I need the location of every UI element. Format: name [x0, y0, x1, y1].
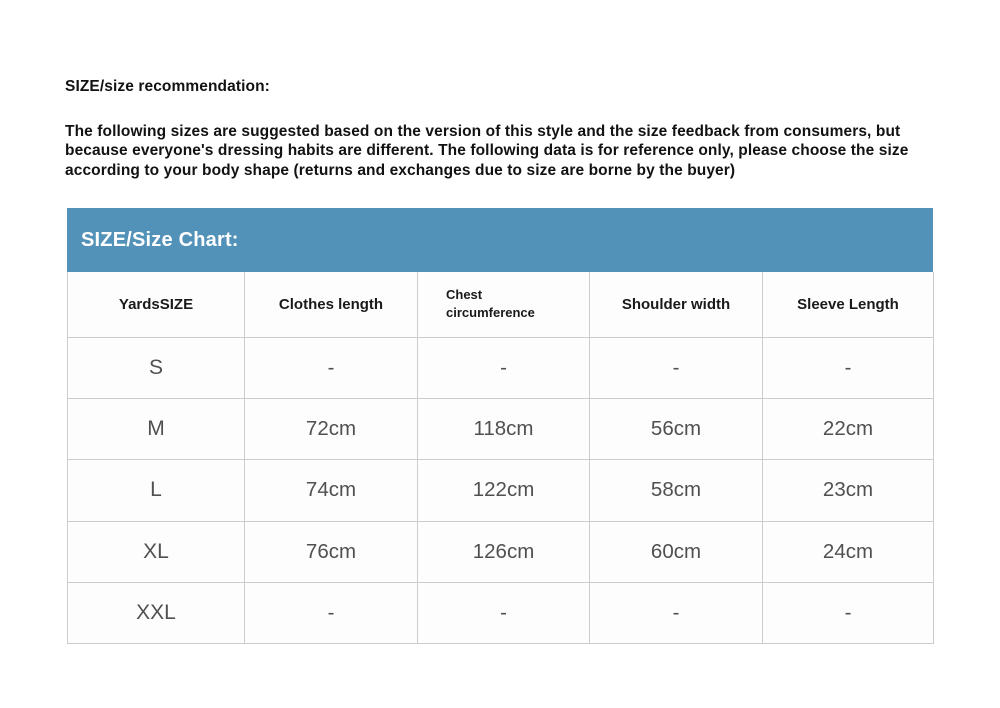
size-recommendation-heading: SIZE/size recommendation: — [65, 78, 270, 95]
sleeve-length-cell: - — [763, 337, 934, 398]
shoulder-width-cell: 58cm — [590, 460, 763, 521]
table-header-row — [68, 272, 934, 337]
table-row-m — [68, 398, 934, 459]
table-row-l — [68, 460, 934, 521]
size-cell: L — [68, 460, 245, 521]
shoulder-width-cell: - — [590, 337, 763, 398]
chest-circumference-cell: 126cm — [418, 521, 590, 582]
column-header-clothes-length: Clothes length — [245, 272, 418, 337]
size-cell: S — [68, 337, 245, 398]
shoulder-width-cell: - — [590, 583, 763, 644]
sleeve-length-cell: - — [763, 583, 934, 644]
clothes-length-cell: - — [245, 337, 418, 398]
table-row-xl — [68, 521, 934, 582]
chest-circumference-cell: 122cm — [418, 460, 590, 521]
size-chart-banner — [67, 208, 933, 272]
column-header-sleeve-length: Sleeve Length — [763, 272, 934, 337]
sleeve-length-cell: 22cm — [763, 398, 934, 459]
column-header-yards-size: YardsSIZE — [68, 272, 245, 337]
shoulder-width-cell: 60cm — [590, 521, 763, 582]
chest-circumference-cell: 118cm — [418, 398, 590, 459]
size-disclaimer-paragraph: The following sizes are suggested based on the version of this style and the size feedback from consumers, but because everyone's dressing habits are different. The following data is for reference only, please choose the size according to your body shape (returns and exchanges due to size are borne by the buyer) — [65, 123, 909, 179]
table-row-xxl — [68, 583, 934, 644]
column-header-shoulder-width: Shoulder width — [590, 272, 763, 337]
sleeve-length-cell: 24cm — [763, 521, 934, 582]
size-cell: XL — [68, 521, 245, 582]
clothes-length-cell: 74cm — [245, 460, 418, 521]
sleeve-length-cell: 23cm — [763, 460, 934, 521]
clothes-length-cell: - — [245, 583, 418, 644]
size-chart-table — [67, 272, 934, 644]
table-row-s — [68, 337, 934, 398]
clothes-length-cell: 76cm — [245, 521, 418, 582]
size-cell: XXL — [68, 583, 245, 644]
clothes-length-cell: 72cm — [245, 398, 418, 459]
shoulder-width-cell: 56cm — [590, 398, 763, 459]
chest-circumference-cell: - — [418, 583, 590, 644]
size-cell: M — [68, 398, 245, 459]
column-header-chest-circumference: Chest circumference — [418, 272, 590, 337]
size-chart-banner-title: SIZE/Size Chart: — [81, 228, 239, 251]
chest-circumference-cell: - — [418, 337, 590, 398]
